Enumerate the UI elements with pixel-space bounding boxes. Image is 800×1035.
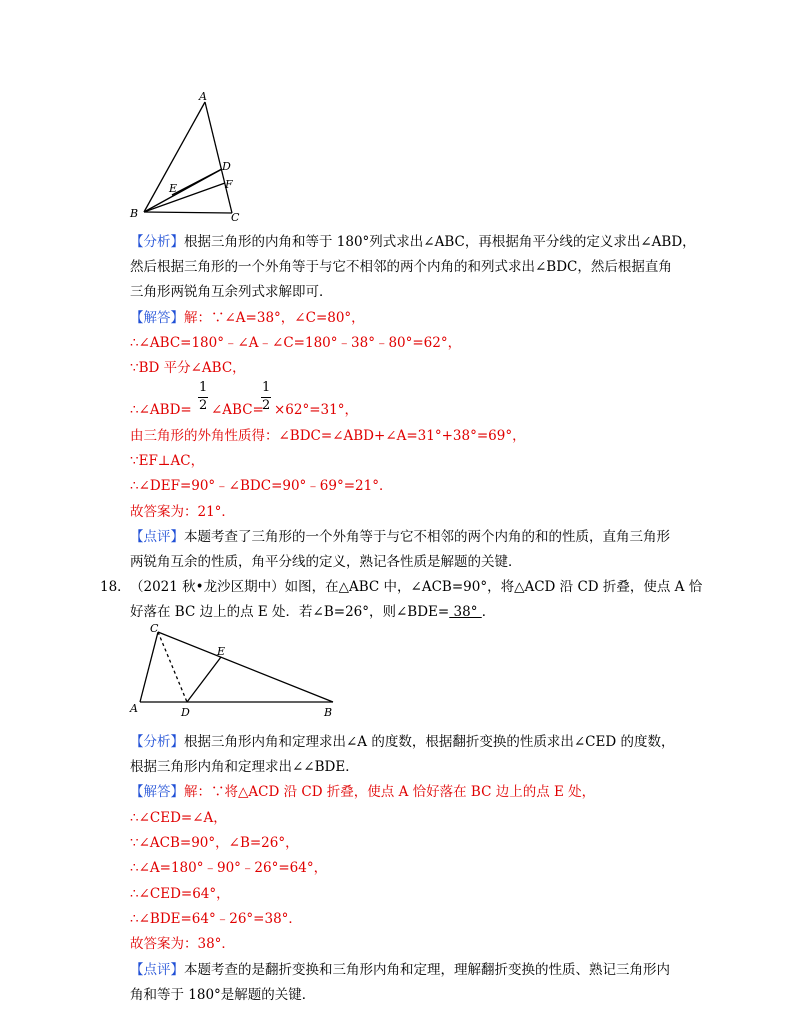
- q17-solution-line-8: 故答案为：21°．: [130, 504, 235, 520]
- q17-solution-line-4c: ×62°=31°，: [274, 402, 358, 418]
- fig2-label-A: A: [130, 702, 138, 715]
- label-E: E: [169, 182, 178, 195]
- q18-answer: 38°: [449, 604, 482, 620]
- label-F: F: [225, 178, 233, 191]
- q18-analysis-line-2: 根据三角形内角和定理求出∠∠BDE．: [130, 759, 359, 775]
- q17-solution-line-2: ∴∠ABC=180°﹣∠A﹣∠C=180°﹣38°﹣80°=62°，: [130, 335, 462, 351]
- q17-solution-line-3: ∵BD 平分∠ABC，: [130, 360, 246, 376]
- q17-analysis-line-2: 然后根据三角形的一个外角等于与它不相邻的两个内角的和列式求出∠BDC，然后根据直角: [130, 259, 672, 275]
- label-A: A: [199, 90, 207, 103]
- q17-solution-line-4b: ∠ABC=: [211, 402, 264, 418]
- q18-number: 18．: [100, 579, 131, 595]
- frac-1-den: 2: [199, 398, 208, 413]
- q17-solution-line-1: 【解答】解：∵∠A=38°，∠C=80°，: [130, 310, 365, 326]
- q17-solution-line-7: ∴∠DEF=90°﹣∠BDC=90°﹣69°=21°．: [130, 478, 393, 494]
- frac-2-bar: [261, 397, 271, 398]
- q18-solution-line-6: ∴∠BDE=64°﹣26°=38°．: [130, 911, 302, 927]
- triangle-figure-1: [120, 88, 250, 223]
- q17-comment-line-2: 两锐角互余的性质，角平分线的定义，熟记各性质是解题的关键．: [130, 554, 522, 570]
- q18-stem-line-1: （2021 秋•龙沙区期中）如图，在△ABC 中，∠ACB=90°，将△ACD 沿 CD 折叠，使点 A 恰: [130, 579, 703, 595]
- frac-1-num: 1: [199, 380, 208, 395]
- q17-analysis-line-1: 【分析】根据三角形的内角和等于 180°列式求出∠ABC，再根据角平分线的定义求出∠ABD，: [130, 234, 696, 250]
- q18-solution-line-4: ∴∠A=180°﹣90°﹣26°=64°，: [130, 860, 328, 876]
- triangle-figure-2: [128, 620, 348, 720]
- frac-1-bar: [198, 397, 208, 398]
- fig2-label-C: C: [150, 622, 159, 635]
- label-D: D: [222, 160, 231, 173]
- label-B: B: [130, 207, 139, 220]
- q18-solution-line-7: 故答案为：38°．: [130, 936, 235, 952]
- q17-solution-line-4a: ∴∠ABD=: [130, 402, 192, 418]
- frac-2-num: 1: [262, 380, 271, 395]
- q18-comment-line-1: 【点评】本题考查的是翻折变换和三角形内角和定理，理解翻折变换的性质、熟记三角形内: [130, 962, 670, 978]
- q17-analysis-line-3: 三角形两锐角互余列式求解即可．: [130, 284, 333, 300]
- frac-2-den: 2: [262, 398, 271, 413]
- q17-comment-line-1: 【点评】本题考查了三角形的一个外角等于与它不相邻的两个内角的和的性质，直角三角形: [130, 529, 670, 545]
- fig2-label-B: B: [324, 706, 333, 719]
- q18-solution-line-3: ∵∠ACB=90°，∠B=26°，: [130, 835, 299, 851]
- q18-stem-line-2: 好落在 BC 边上的点 E 处．若∠B=26°，则∠BDE= 38° ．: [130, 604, 496, 620]
- q17-solution-line-5: 由三角形的外角性质得：∠BDC=∠ABD+∠A=31°+38°=69°，: [130, 428, 526, 444]
- fig2-label-D: D: [181, 706, 190, 719]
- fig2-label-E: E: [217, 645, 226, 658]
- q18-comment-line-2: 角和等于 180°是解题的关键．: [130, 987, 316, 1003]
- label-C: C: [231, 211, 240, 223]
- q18-solution-line-1: 【解答】解：∵将△ACD 沿 CD 折叠，使点 A 恰好落在 BC 边上的点 E 处，: [130, 784, 596, 800]
- q18-solution-line-5: ∴∠CED=64°，: [130, 886, 230, 902]
- q18-analysis-line-1: 【分析】根据三角形内角和定理求出∠A 的度数，根据翻折变换的性质求出∠CED 的度数，: [130, 734, 675, 750]
- q18-solution-line-2: ∴∠CED=∠A，: [130, 810, 227, 826]
- q17-solution-line-6: ∵EF⊥AC，: [130, 453, 205, 469]
